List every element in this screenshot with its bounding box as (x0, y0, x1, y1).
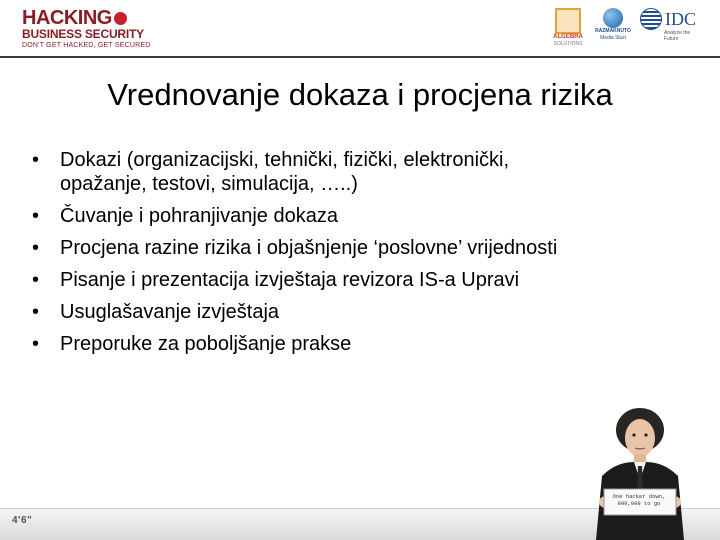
hacking-business-security-logo (22, 8, 172, 52)
bullet-item (32, 332, 682, 356)
globe-icon (603, 8, 623, 28)
person-icon (576, 404, 704, 540)
bullet-dot: • (32, 333, 40, 355)
brand-badge-icon (114, 12, 127, 25)
bullet-text-continuation: opažanje, testovi, simulacija, …..) (60, 173, 358, 195)
bullet-item (32, 268, 682, 292)
algebra-logo (549, 8, 587, 48)
bullet-dot: • (32, 149, 40, 171)
algebra-name: ALGEBRA (553, 34, 583, 40)
idc-tagline: Analyze the Future (664, 30, 691, 42)
bullet-dot: • (32, 237, 40, 259)
brand-line2: BUSINESS SECURITY (22, 27, 144, 41)
algebra-sub: SOLUTIONS (553, 41, 583, 47)
brand-line1: HACKING (22, 8, 172, 28)
brand-tagline: DON'T GET HACKED, GET SECURED (22, 42, 151, 49)
algebra-square-icon (555, 8, 581, 34)
bullet-text: Dokazi (organizacijski, tehnički, fizički, elektronički, (60, 149, 510, 171)
bullet-text: Usuglašavanje izvještaja (60, 301, 280, 323)
razmaknuto-sub: Media Sluzi (600, 35, 626, 41)
bullet-dot: • (32, 269, 40, 291)
idc-logo (640, 8, 700, 48)
sign-text (606, 493, 672, 507)
bullet-item (32, 300, 682, 324)
bullet-item (32, 204, 682, 228)
bullet-item (32, 148, 682, 196)
razmaknuto-name: RAZMAKNUTO (595, 28, 631, 34)
bullet-dot: • (32, 301, 40, 323)
sign-line2: 999,999 to go (617, 500, 661, 507)
bullet-dot: • (32, 205, 40, 227)
razmaknuto-logo (593, 8, 633, 48)
idc-name: IDC (665, 9, 696, 29)
person-illustration (576, 404, 704, 540)
bullet-text: Pisanje i prezentacija izvještaja revizora IS-a Upravi (60, 269, 520, 291)
header-divider (0, 56, 720, 58)
bullet-text: Čuvanje i pohranjivanje dokaza (60, 205, 338, 227)
slide-title: Vrednovanje dokaza i procjena rizika (107, 77, 613, 112)
sign-line1: One hacker down, (612, 493, 666, 500)
idc-globe-icon (640, 8, 662, 30)
bullet-text: Preporuke za poboljšanje prakse (60, 333, 352, 355)
bullet-item (32, 236, 682, 260)
footer-height-mark: 4'6" (12, 515, 33, 526)
bullet-list (32, 148, 682, 364)
bullet-text: Procjena razine rizika i objašnjenje ‘poslovne’ vrijednosti (60, 237, 558, 259)
